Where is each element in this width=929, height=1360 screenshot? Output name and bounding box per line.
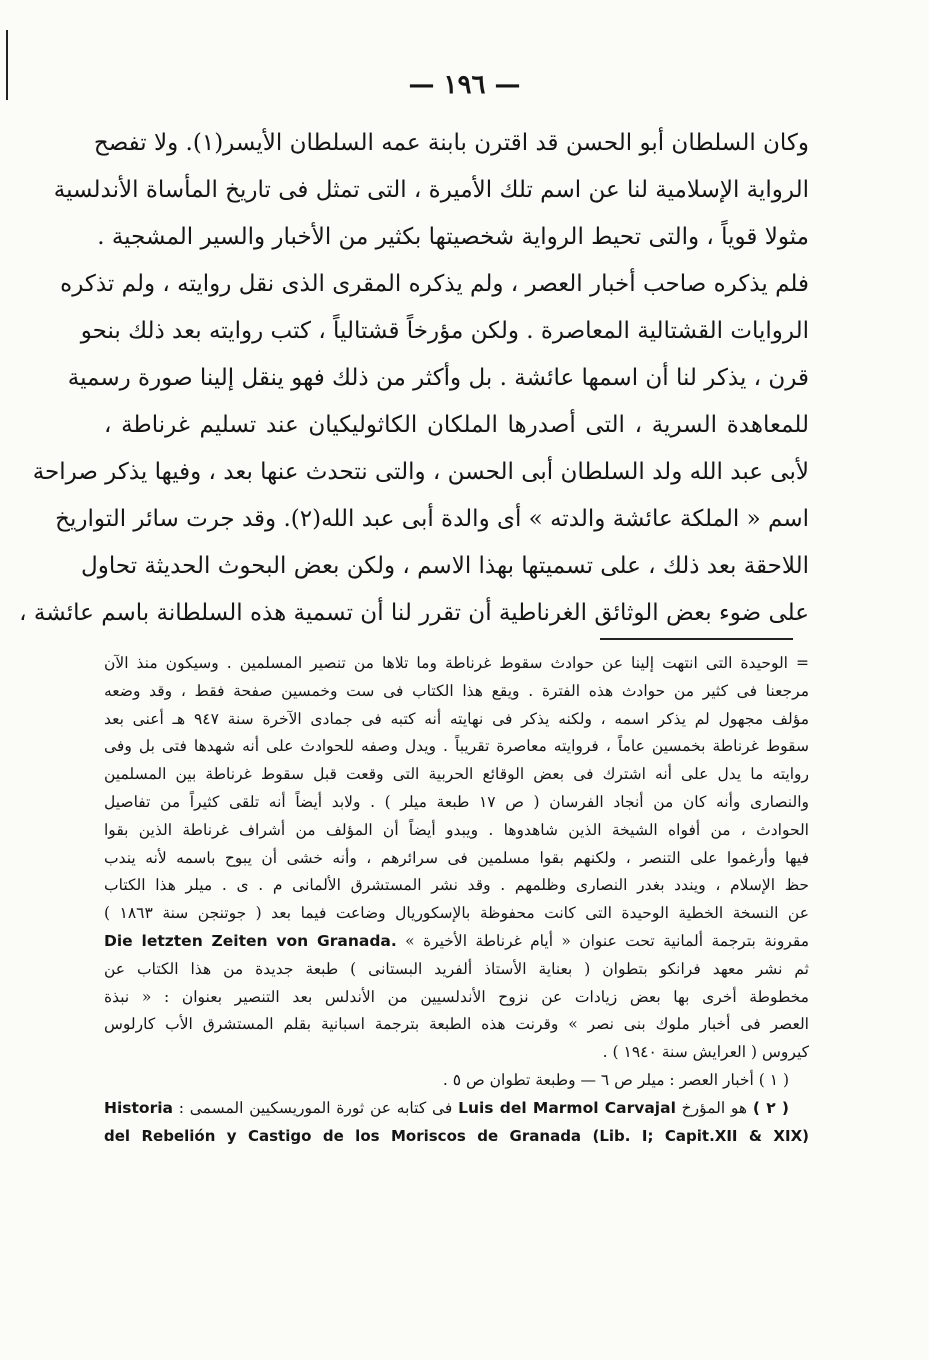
main-text	[19, 120, 809, 637]
text-line: على ضوء بعض الوثائق الغرناطية أن تقرر لنا أن تسمية هذه السلطانة باسم عائشة ،	[19, 600, 809, 626]
footnote-line: حظ الإسلام ، ويندد بغدر النصارى وظلمهم . وقد نشر المستشرق الألمانى م . ى . ميلر هذا الكتاب	[104, 876, 809, 895]
footnote-line: مؤلف مجهول لم يذكر اسمه ، ولكنه يذكر فى نهايته أنه كتبه فى جمادى الآخرة سنة ٩٤٧ هـ أعنى بعد	[104, 709, 810, 728]
text-line: مثولا قوياً ، والتى تحيط الرواية شخصيتها بكثير من الأخبار والسير المشجية .	[97, 224, 809, 250]
footnote-line: روايته ما يدل على أنه اشترك فى بعض الوقائع الحربية التى وقعت قبل سقوط غرناطة بين المسلمين	[104, 765, 809, 784]
page-number: — ١٩٦ —	[408, 70, 521, 100]
text-line: اسم « الملكة عائشة والدته » أى والدة أبى عبد الله(٢). وقد جرت سائر التواريخ	[55, 506, 809, 532]
text-line: اللاحقة بعد ذلك ، على تسميتها بهذا الاسم ، ولكن بعض البحوث الحديثة تحاول	[81, 553, 809, 579]
footnote-arabic-text: مقرونة بترجمة ألمانية تحت عنوان « أيام غرناطة الأخيرة »	[405, 931, 809, 950]
text-line: قرن ، يذكر لنا أن اسمها عائشة . بل وأكثر من ذلك فهو ينقل إلينا صورة رسمية	[67, 365, 809, 391]
footnote-2-mid: فى كتابه عن ثورة الموريسكيين المسمى :	[178, 1098, 453, 1117]
text-line: فلم يذكره صاحب أخبار العصر ، ولم يذكره المقرى الذى نقل روايته ، ولم تذكره	[60, 271, 809, 297]
text-line: الرواية الإسلامية لنا عن اسم تلك الأميرة ، التى تمثل فى تاريخ المأساة الأندلسية	[53, 177, 809, 203]
footnote-2-lead: هو المؤرخ	[681, 1098, 748, 1117]
footnote-line: كيروس ( العرايش سنة ١٩٤٠ ) .	[602, 1043, 809, 1062]
footnote-line: العصر فى أخبار ملوك بنى نصر » وقرنت هذه الطبعة بترجمة اسبانية بقلم المستشرق الأب كارلوس	[104, 1015, 809, 1034]
text-line: وكان السلطان أبو الحسن قد اقترن بابنة عمه السلطان الأيسر(١). ولا تفصح	[93, 130, 809, 156]
footnote-line: الحوادث ، من أفواه الشيخة الذين شاهدوها . ويبدو أيضاً أن المؤلف من أشراف غرناطة الذين بقوا	[104, 820, 809, 839]
book-title-line: del Rebelión y Castigo de los Moriscos de Granada (Lib. I; Capit.XII & XIX)	[104, 1126, 809, 1145]
footnote-2	[104, 1095, 809, 1123]
german-title: Die letzten Zeiten von Granada.	[104, 931, 397, 950]
footnote-line: ثم نشر معهد فرانكو بتطوان ( بعناية الأستاذ ألفريد البستانى ) طبعة جديدة من هذا الكتاب عن	[104, 959, 809, 978]
text-line: للمعاهدة السرية ، التى أصدرها الملكان الكاثوليكيان عند تسليم غرناطة ،	[104, 412, 809, 438]
footnote-line: فيها وأرغموا على التنصر ، ولكنهم بقوا مسلمين فى سرائرهم ، وأنه خشى أن يبوح باسمه لأنه يندب	[104, 848, 809, 867]
footnote-line: عن النسخة الخطية الوحيدة التى كانت محفوظة بالإسكوريال وضاعت فيما بعد ( جوتنجن سنة ١٨٦٣ )	[104, 904, 809, 923]
footnote-line: = الوحيدة التى انتهت إلينا عن حوادث سقوط غرناطة وما تلاها من تنصير المسلمين . وسيكون منذ الآن	[104, 654, 809, 672]
text-line: لأبى عبد الله ولد السلطان أبى الحسن ، والتى نتحدث عنها بعد ، وفيها يذكر صراحة	[32, 459, 809, 485]
book-title-start: Historia	[104, 1098, 173, 1117]
footnote-translation-line	[104, 928, 809, 956]
footnote-2-marker: ( ٢ )	[752, 1098, 789, 1117]
footnote-divider	[600, 638, 793, 640]
footnote-line: سقوط غرناطة بخمسين عاماً ، فروايته معاصرة تقريباً . ويدل وصفه للحوادث على أنه شهدها فتى بل وفى	[104, 737, 809, 756]
text-line: الروايات القشتالية المعاصرة . ولكن مؤرخاً قشتالياً ، كتب روايته بعد ذلك بنحو	[80, 318, 809, 344]
footnote-line: والنصارى وأنه كان من أنجاد الفرسان ( ص ١٧ طبعة ميلر ) . ولابد أيضاً أنه تلقى كثيراً من تفاصيل	[104, 792, 809, 811]
footnote-line: مرجعنا فى كثير من حوادث هذه الفترة . ويقع هذا الكتاب فى ست وخمسين صفحة فقط ، وقد وضعه	[104, 681, 809, 700]
author-name: Luis del Marmol Carvajal	[458, 1098, 676, 1117]
footnote-1: ( ١ ) أخبار العصر : ميلر ص ٦ — وطبعة تطوان ص ٥ .	[442, 1070, 789, 1089]
footnote-line: مخطوطة أخرى بها بعض زيادات عن نزوح الأندلسيين من الأندلس بعد التنصير بعنوان : « نبذة	[104, 987, 809, 1006]
footnotes	[104, 650, 809, 1150]
